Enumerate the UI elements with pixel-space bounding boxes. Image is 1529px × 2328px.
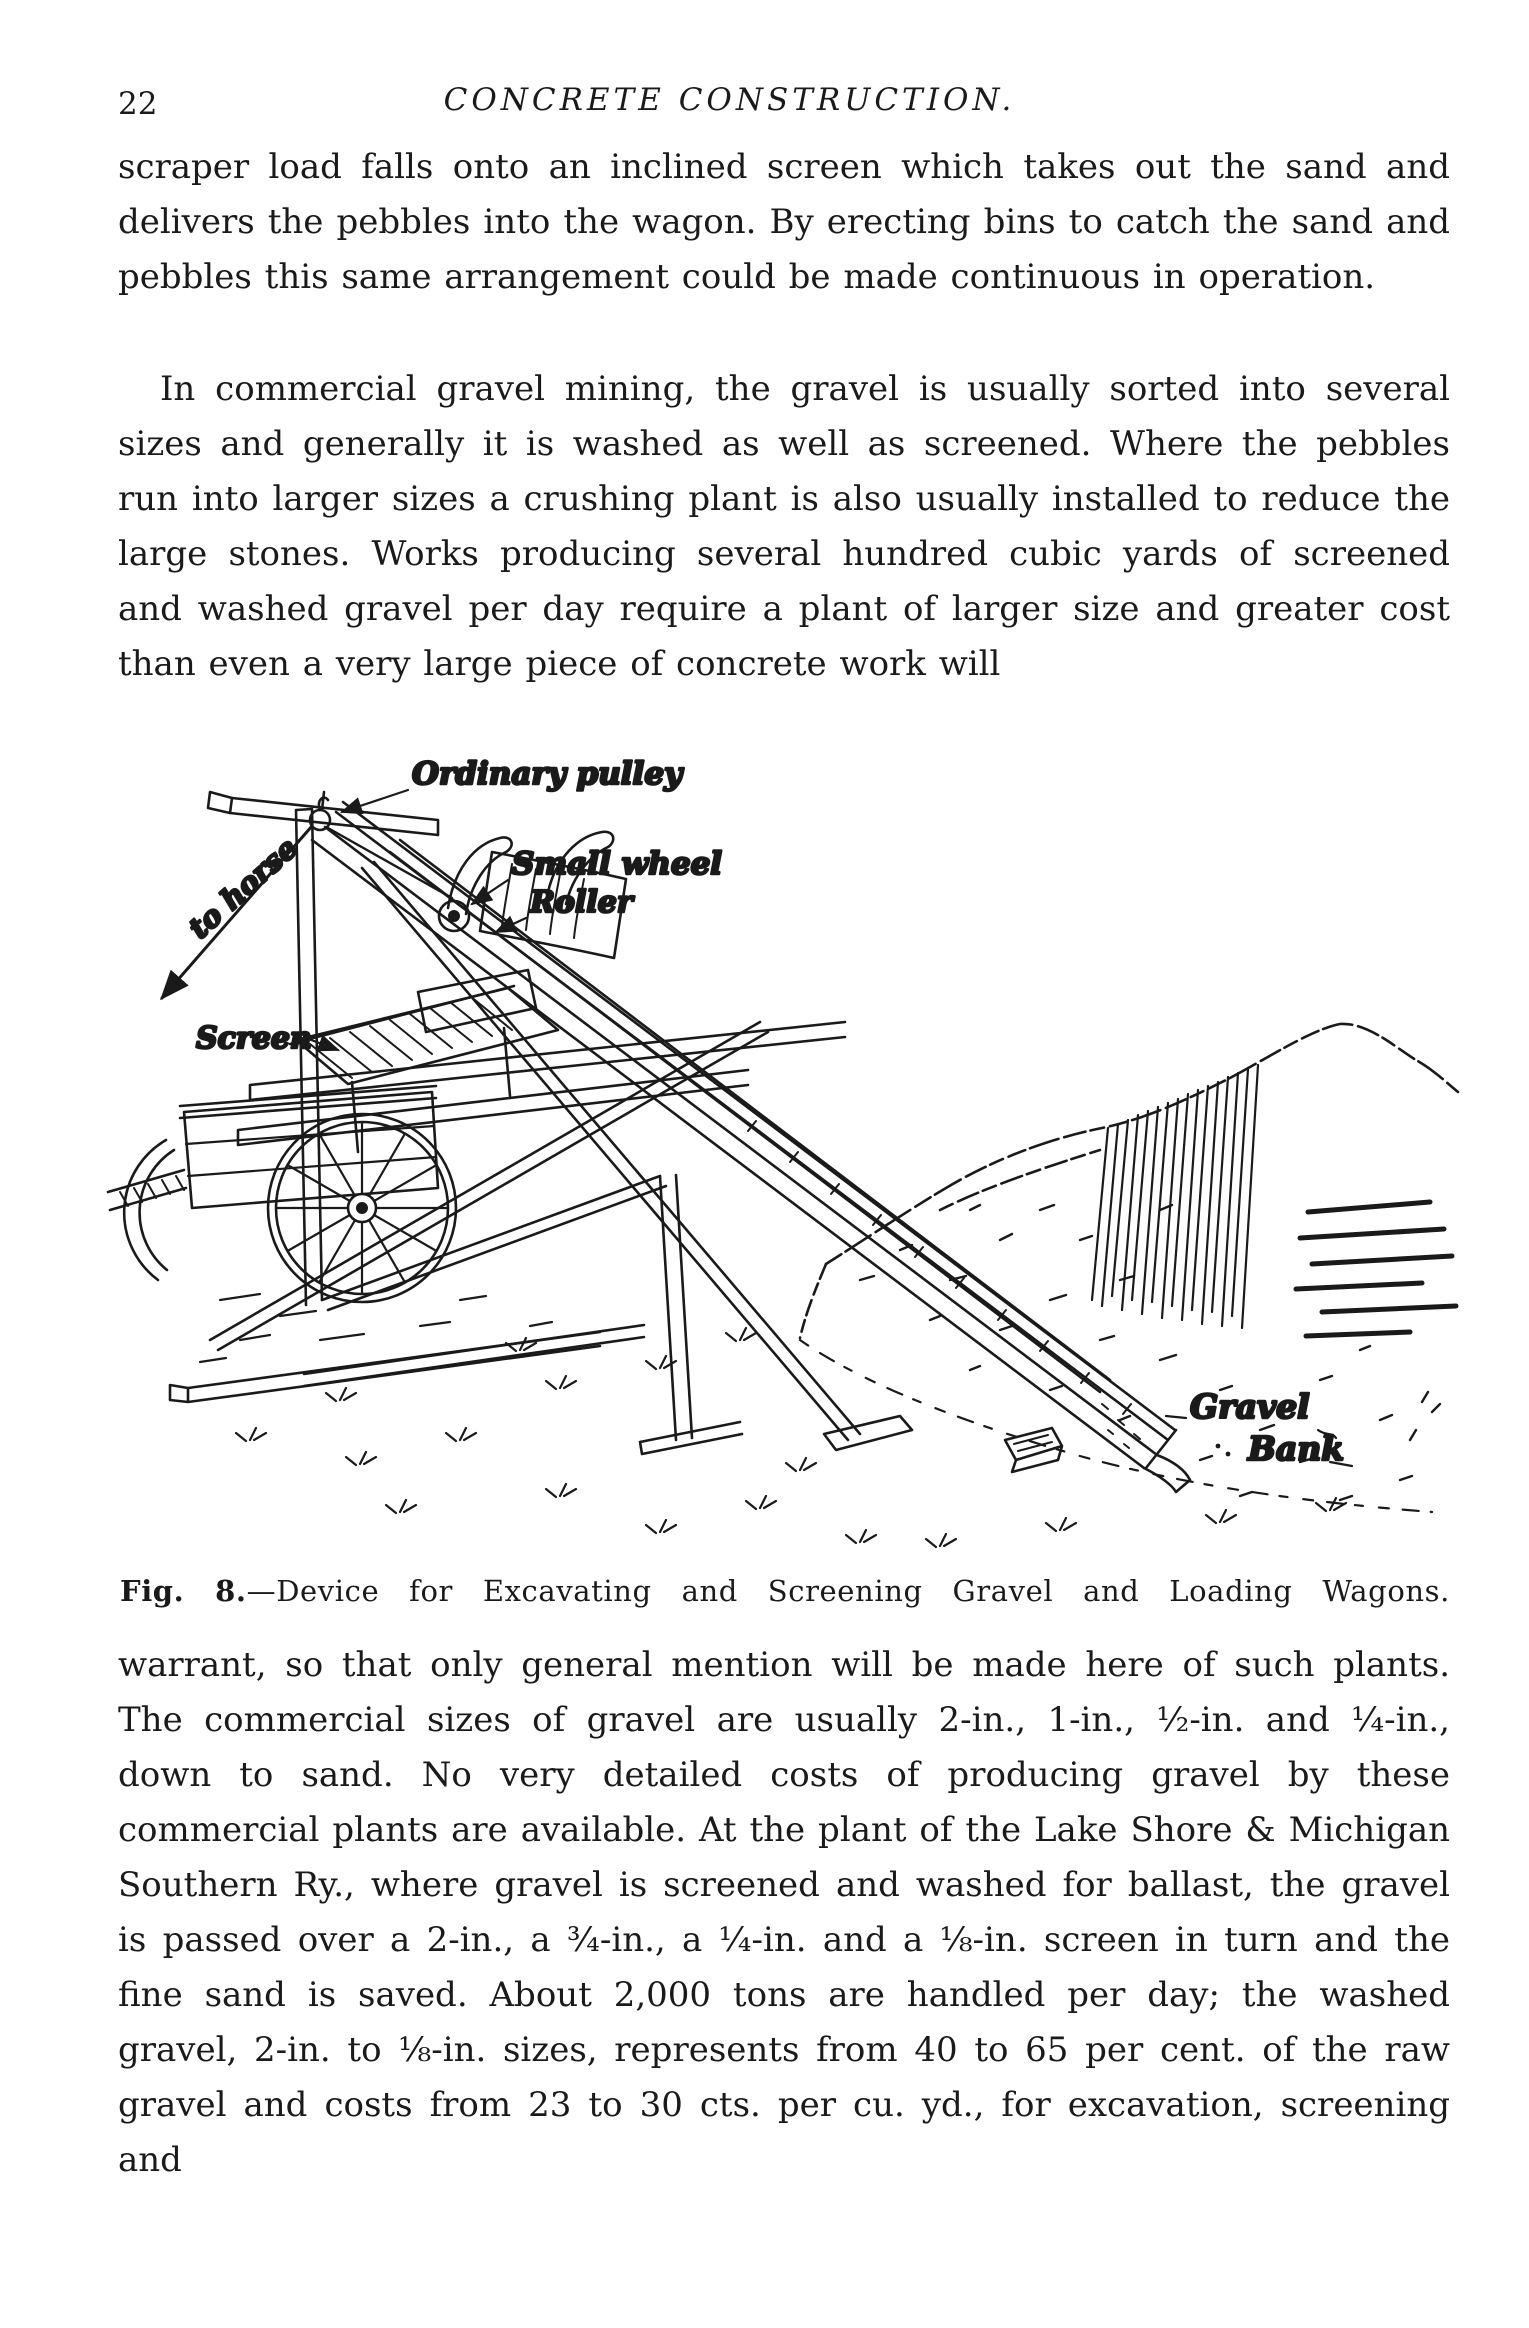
gravel-bank bbox=[800, 1024, 1458, 1512]
figure-caption-text: —Device for Excavating and Screening Gravel and Loading Wagons. bbox=[246, 1574, 1450, 1608]
body-paragraph-2: In commercial gravel mining, the gravel is usually sorted into several sizes and generally it is washed as well as screened. Where the pebbles run into larger sizes a crushing plant is also usually installed to reduce the large stones. Works producing several hundred cubic yards of screened and washed gravel per day require a plant of larger size and greater cost than even a very large piece of concrete work will bbox=[118, 369, 1450, 684]
label-bank: Bank bbox=[1248, 1429, 1345, 1468]
pulley-and-rope bbox=[162, 792, 452, 998]
leader-arrow bbox=[472, 880, 508, 904]
label-roller: Roller bbox=[530, 885, 633, 920]
label-small-wheel: Small wheel bbox=[512, 846, 723, 882]
label-to-horse: to horse bbox=[181, 830, 304, 946]
figure-caption-lead: Fig. 8. bbox=[120, 1574, 247, 1608]
label-screen: Screen bbox=[196, 1021, 312, 1056]
leader-arrow bbox=[342, 790, 408, 812]
figure-8 bbox=[100, 740, 1460, 1575]
body-paragraph-3: warrant, so that only general mention will be made here of such plants. The commercial sizes of gravel are usually 2-in., 1-in., ½-in. and ¼-in., down to sand. No very detailed costs of producing gravel by these commercial plants are available. At the plant of the Lake Shore & Michigan Southern Ry., where gravel is screened and washed for ballast, the gravel is passed over a 2-in., a ¾-in., a ¼-in. and a ⅛-in. screen in turn and the fine sand is saved. About 2,000 tons are handled per day; the washed gravel, 2-in. to ⅛-in. sizes, represents from 40 to 65 per cent. of the raw gravel and costs from 23 to 30 cts. per cu. yd., for excavation, screening and bbox=[118, 1645, 1450, 2180]
label-ordinary-pulley: Ordinary pulley bbox=[412, 756, 683, 792]
body-paragraph-1: scraper load falls onto an inclined screen which takes out the sand and delivers the pebbles into the wagon. By erecting bins to catch the sand and pebbles this same arrangement could be made continuous in operation. bbox=[118, 147, 1450, 297]
figure-caption bbox=[120, 1574, 1450, 1608]
page-number: 22 bbox=[118, 86, 158, 122]
figure-8-illustration bbox=[100, 740, 1460, 1575]
running-title: CONCRETE CONSTRUCTION. bbox=[443, 82, 1016, 118]
label-gravel: Gravel bbox=[1190, 1387, 1310, 1426]
screen-panel bbox=[290, 970, 558, 1152]
